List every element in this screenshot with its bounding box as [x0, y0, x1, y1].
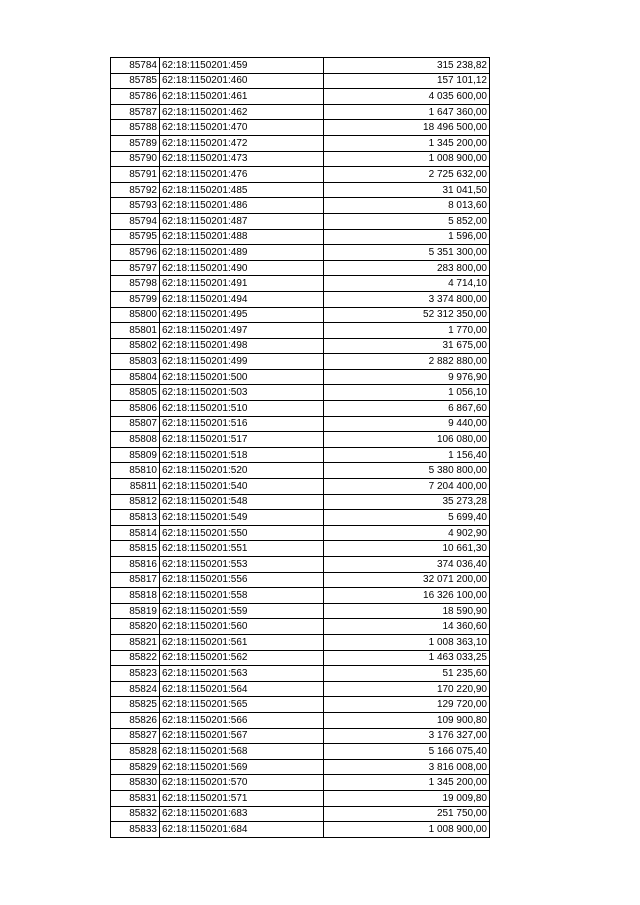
cadastral-value-cell: 1 770,00 — [324, 323, 490, 339]
table-row — [111, 401, 490, 417]
cadastral-value-cell: 5 351 300,00 — [324, 245, 490, 261]
cadastral-number-cell: 62:18:1150201:503 — [160, 385, 324, 401]
cadastral-number-cell: 62:18:1150201:473 — [160, 151, 324, 167]
cadastral-value-cell: 3 816 008,00 — [324, 759, 490, 775]
cadastral-value-cell: 5 852,00 — [324, 213, 490, 229]
row-number-cell: 85798 — [111, 276, 160, 292]
table-row — [111, 120, 490, 136]
cadastral-value-cell: 5 166 075,40 — [324, 744, 490, 760]
cadastral-value-cell: 251 750,00 — [324, 806, 490, 822]
row-number-cell: 85822 — [111, 650, 160, 666]
row-number-cell: 85816 — [111, 557, 160, 573]
row-number-cell: 85811 — [111, 479, 160, 495]
row-number-cell: 85805 — [111, 385, 160, 401]
table-row — [111, 260, 490, 276]
row-number-cell: 85814 — [111, 525, 160, 541]
table-row — [111, 619, 490, 635]
row-number-cell: 85827 — [111, 728, 160, 744]
row-number-cell: 85803 — [111, 354, 160, 370]
table-row — [111, 759, 490, 775]
row-number-cell: 85784 — [111, 58, 160, 74]
cadastral-number-cell: 62:18:1150201:558 — [160, 588, 324, 604]
row-number-cell: 85810 — [111, 463, 160, 479]
cadastral-value-cell: 1 008 363,10 — [324, 634, 490, 650]
table-row — [111, 790, 490, 806]
cadastral-number-cell: 62:18:1150201:472 — [160, 135, 324, 151]
table-row — [111, 385, 490, 401]
table-row — [111, 479, 490, 495]
table-row — [111, 728, 490, 744]
table-row — [111, 775, 490, 791]
cadastral-value-cell: 170 220,90 — [324, 681, 490, 697]
row-number-cell: 85826 — [111, 712, 160, 728]
table-row — [111, 213, 490, 229]
cadastral-number-cell: 62:18:1150201:491 — [160, 276, 324, 292]
cadastral-number-cell: 62:18:1150201:548 — [160, 494, 324, 510]
cadastral-number-cell: 62:18:1150201:567 — [160, 728, 324, 744]
cadastral-value-cell: 315 238,82 — [324, 58, 490, 74]
cadastral-number-cell: 62:18:1150201:564 — [160, 681, 324, 697]
table-row — [111, 307, 490, 323]
table-row — [111, 822, 490, 838]
cadastral-value-cell: 19 009,80 — [324, 790, 490, 806]
table-row — [111, 416, 490, 432]
row-number-cell: 85829 — [111, 759, 160, 775]
cadastral-number-cell: 62:18:1150201:570 — [160, 775, 324, 791]
cadastral-number-cell: 62:18:1150201:510 — [160, 401, 324, 417]
row-number-cell: 85825 — [111, 697, 160, 713]
table-row — [111, 510, 490, 526]
table-row — [111, 58, 490, 74]
cadastral-number-cell: 62:18:1150201:683 — [160, 806, 324, 822]
table-row — [111, 291, 490, 307]
cadastral-value-cell: 4 035 600,00 — [324, 89, 490, 105]
row-number-cell: 85793 — [111, 198, 160, 214]
cadastral-number-cell: 62:18:1150201:470 — [160, 120, 324, 136]
table-row — [111, 198, 490, 214]
cadastral-value-cell: 157 101,12 — [324, 73, 490, 89]
cadastral-value-cell: 8 013,60 — [324, 198, 490, 214]
cadastral-number-cell: 62:18:1150201:556 — [160, 572, 324, 588]
cadastral-number-cell: 62:18:1150201:684 — [160, 822, 324, 838]
cadastral-number-cell: 62:18:1150201:540 — [160, 479, 324, 495]
table-row — [111, 245, 490, 261]
row-number-cell: 85786 — [111, 89, 160, 105]
row-number-cell: 85788 — [111, 120, 160, 136]
row-number-cell: 85795 — [111, 229, 160, 245]
cadastral-number-cell: 62:18:1150201:488 — [160, 229, 324, 245]
cadastral-value-cell: 35 273,28 — [324, 494, 490, 510]
cadastral-number-cell: 62:18:1150201:549 — [160, 510, 324, 526]
table-row — [111, 588, 490, 604]
row-number-cell: 85815 — [111, 541, 160, 557]
table-row — [111, 744, 490, 760]
row-number-cell: 85796 — [111, 245, 160, 261]
row-number-cell: 85807 — [111, 416, 160, 432]
table-row — [111, 73, 490, 89]
cadastral-number-cell: 62:18:1150201:559 — [160, 603, 324, 619]
row-number-cell: 85794 — [111, 213, 160, 229]
table-row — [111, 525, 490, 541]
table-row — [111, 229, 490, 245]
row-number-cell: 85821 — [111, 634, 160, 650]
cadastral-value-cell: 6 867,60 — [324, 401, 490, 417]
cadastral-number-cell: 62:18:1150201:461 — [160, 89, 324, 105]
cadastral-number-cell: 62:18:1150201:520 — [160, 463, 324, 479]
cadastral-value-cell: 374 036,40 — [324, 557, 490, 573]
row-number-cell: 85812 — [111, 494, 160, 510]
table-row — [111, 572, 490, 588]
row-number-cell: 85804 — [111, 369, 160, 385]
row-number-cell: 85785 — [111, 73, 160, 89]
cadastral-value-cell: 4 714,10 — [324, 276, 490, 292]
cadastral-value-cell: 2 725 632,00 — [324, 167, 490, 183]
cadastral-number-cell: 62:18:1150201:462 — [160, 104, 324, 120]
table-row — [111, 806, 490, 822]
table-row — [111, 182, 490, 198]
cadastral-number-cell: 62:18:1150201:553 — [160, 557, 324, 573]
cadastral-number-cell: 62:18:1150201:569 — [160, 759, 324, 775]
row-number-cell: 85799 — [111, 291, 160, 307]
row-number-cell: 85789 — [111, 135, 160, 151]
cadastral-value-cell: 18 590,90 — [324, 603, 490, 619]
cadastral-number-cell: 62:18:1150201:517 — [160, 432, 324, 448]
cadastral-value-cell: 5 380 800,00 — [324, 463, 490, 479]
cadastral-number-cell: 62:18:1150201:485 — [160, 182, 324, 198]
cadastral-number-cell: 62:18:1150201:565 — [160, 697, 324, 713]
cadastral-number-cell: 62:18:1150201:459 — [160, 58, 324, 74]
row-number-cell: 85790 — [111, 151, 160, 167]
cadastral-number-cell: 62:18:1150201:571 — [160, 790, 324, 806]
cadastral-number-cell: 62:18:1150201:562 — [160, 650, 324, 666]
row-number-cell: 85828 — [111, 744, 160, 760]
cadastral-number-cell: 62:18:1150201:460 — [160, 73, 324, 89]
table-row — [111, 634, 490, 650]
cadastral-number-cell: 62:18:1150201:486 — [160, 198, 324, 214]
cadastral-value-cell: 5 699,40 — [324, 510, 490, 526]
table-row — [111, 666, 490, 682]
cadastral-value-cell: 1 345 200,00 — [324, 775, 490, 791]
cadastral-value-cell: 109 900,80 — [324, 712, 490, 728]
cadastral-value-cell: 9 976,90 — [324, 369, 490, 385]
row-number-cell: 85820 — [111, 619, 160, 635]
row-number-cell: 85801 — [111, 323, 160, 339]
row-number-cell: 85817 — [111, 572, 160, 588]
cadastral-number-cell: 62:18:1150201:516 — [160, 416, 324, 432]
row-number-cell: 85824 — [111, 681, 160, 697]
table-row — [111, 323, 490, 339]
row-number-cell: 85819 — [111, 603, 160, 619]
row-number-cell: 85808 — [111, 432, 160, 448]
table-row — [111, 557, 490, 573]
cadastral-number-cell: 62:18:1150201:500 — [160, 369, 324, 385]
row-number-cell: 85809 — [111, 447, 160, 463]
cadastral-number-cell: 62:18:1150201:568 — [160, 744, 324, 760]
cadastral-value-cell: 3 374 800,00 — [324, 291, 490, 307]
cadastral-value-cell: 1 056,10 — [324, 385, 490, 401]
table-row — [111, 463, 490, 479]
cadastral-number-cell: 62:18:1150201:476 — [160, 167, 324, 183]
cadastral-number-cell: 62:18:1150201:495 — [160, 307, 324, 323]
row-number-cell: 85792 — [111, 182, 160, 198]
row-number-cell: 85787 — [111, 104, 160, 120]
cadastral-value-cell: 1 647 360,00 — [324, 104, 490, 120]
cadastral-number-cell: 62:18:1150201:498 — [160, 338, 324, 354]
cadastral-value-cell: 106 080,00 — [324, 432, 490, 448]
table-row — [111, 432, 490, 448]
table-row — [111, 354, 490, 370]
cadastral-value-cell: 1 008 900,00 — [324, 151, 490, 167]
cadastral-number-cell: 62:18:1150201:494 — [160, 291, 324, 307]
table-row — [111, 338, 490, 354]
cadastral-value-cell: 9 440,00 — [324, 416, 490, 432]
row-number-cell: 85831 — [111, 790, 160, 806]
cadastral-value-cell: 7 204 400,00 — [324, 479, 490, 495]
cadastral-number-cell: 62:18:1150201:560 — [160, 619, 324, 635]
cadastral-value-cell: 4 902,90 — [324, 525, 490, 541]
table-row — [111, 151, 490, 167]
cadastral-value-cell: 129 720,00 — [324, 697, 490, 713]
row-number-cell: 85813 — [111, 510, 160, 526]
row-number-cell: 85832 — [111, 806, 160, 822]
cadastral-value-cell: 31 675,00 — [324, 338, 490, 354]
cadastral-value-cell: 1 596,00 — [324, 229, 490, 245]
table-row — [111, 681, 490, 697]
row-number-cell: 85797 — [111, 260, 160, 276]
table-row — [111, 167, 490, 183]
cadastral-value-cell: 32 071 200,00 — [324, 572, 490, 588]
cadastral-value-cell: 283 800,00 — [324, 260, 490, 276]
cadastral-number-cell: 62:18:1150201:561 — [160, 634, 324, 650]
cadastral-value-cell: 3 176 327,00 — [324, 728, 490, 744]
table-row — [111, 541, 490, 557]
row-number-cell: 85823 — [111, 666, 160, 682]
table-body — [111, 58, 490, 838]
row-number-cell: 85818 — [111, 588, 160, 604]
cadastral-value-cell: 1 345 200,00 — [324, 135, 490, 151]
cadastral-value-cell: 1 463 033,25 — [324, 650, 490, 666]
cadastral-value-cell: 51 235,60 — [324, 666, 490, 682]
table-row — [111, 697, 490, 713]
table-row — [111, 447, 490, 463]
cadastral-number-cell: 62:18:1150201:489 — [160, 245, 324, 261]
cadastral-value-cell: 1 156,40 — [324, 447, 490, 463]
cadastral-number-cell: 62:18:1150201:566 — [160, 712, 324, 728]
row-number-cell: 85802 — [111, 338, 160, 354]
cadastral-value-cell: 1 008 900,00 — [324, 822, 490, 838]
table-row — [111, 650, 490, 666]
cadastral-value-cell: 16 326 100,00 — [324, 588, 490, 604]
table-row — [111, 494, 490, 510]
table-row — [111, 276, 490, 292]
cadastral-value-cell: 52 312 350,00 — [324, 307, 490, 323]
cadastral-value-cell: 14 360,60 — [324, 619, 490, 635]
table-row — [111, 712, 490, 728]
cadastral-number-cell: 62:18:1150201:550 — [160, 525, 324, 541]
cadastral-value-cell: 10 661,30 — [324, 541, 490, 557]
cadastral-number-cell: 62:18:1150201:499 — [160, 354, 324, 370]
table-row — [111, 603, 490, 619]
cadastral-number-cell: 62:18:1150201:551 — [160, 541, 324, 557]
cadastral-number-cell: 62:18:1150201:563 — [160, 666, 324, 682]
table-row — [111, 104, 490, 120]
cadastral-value-cell: 2 882 880,00 — [324, 354, 490, 370]
cadastral-number-cell: 62:18:1150201:487 — [160, 213, 324, 229]
cadastral-value-table — [110, 57, 490, 838]
table-row — [111, 135, 490, 151]
row-number-cell: 85830 — [111, 775, 160, 791]
cadastral-number-cell: 62:18:1150201:497 — [160, 323, 324, 339]
cadastral-number-cell: 62:18:1150201:490 — [160, 260, 324, 276]
table-row — [111, 369, 490, 385]
table-row — [111, 89, 490, 105]
cadastral-number-cell: 62:18:1150201:518 — [160, 447, 324, 463]
cadastral-value-cell: 18 496 500,00 — [324, 120, 490, 136]
row-number-cell: 85800 — [111, 307, 160, 323]
row-number-cell: 85833 — [111, 822, 160, 838]
cadastral-value-cell: 31 041,50 — [324, 182, 490, 198]
row-number-cell: 85806 — [111, 401, 160, 417]
row-number-cell: 85791 — [111, 167, 160, 183]
